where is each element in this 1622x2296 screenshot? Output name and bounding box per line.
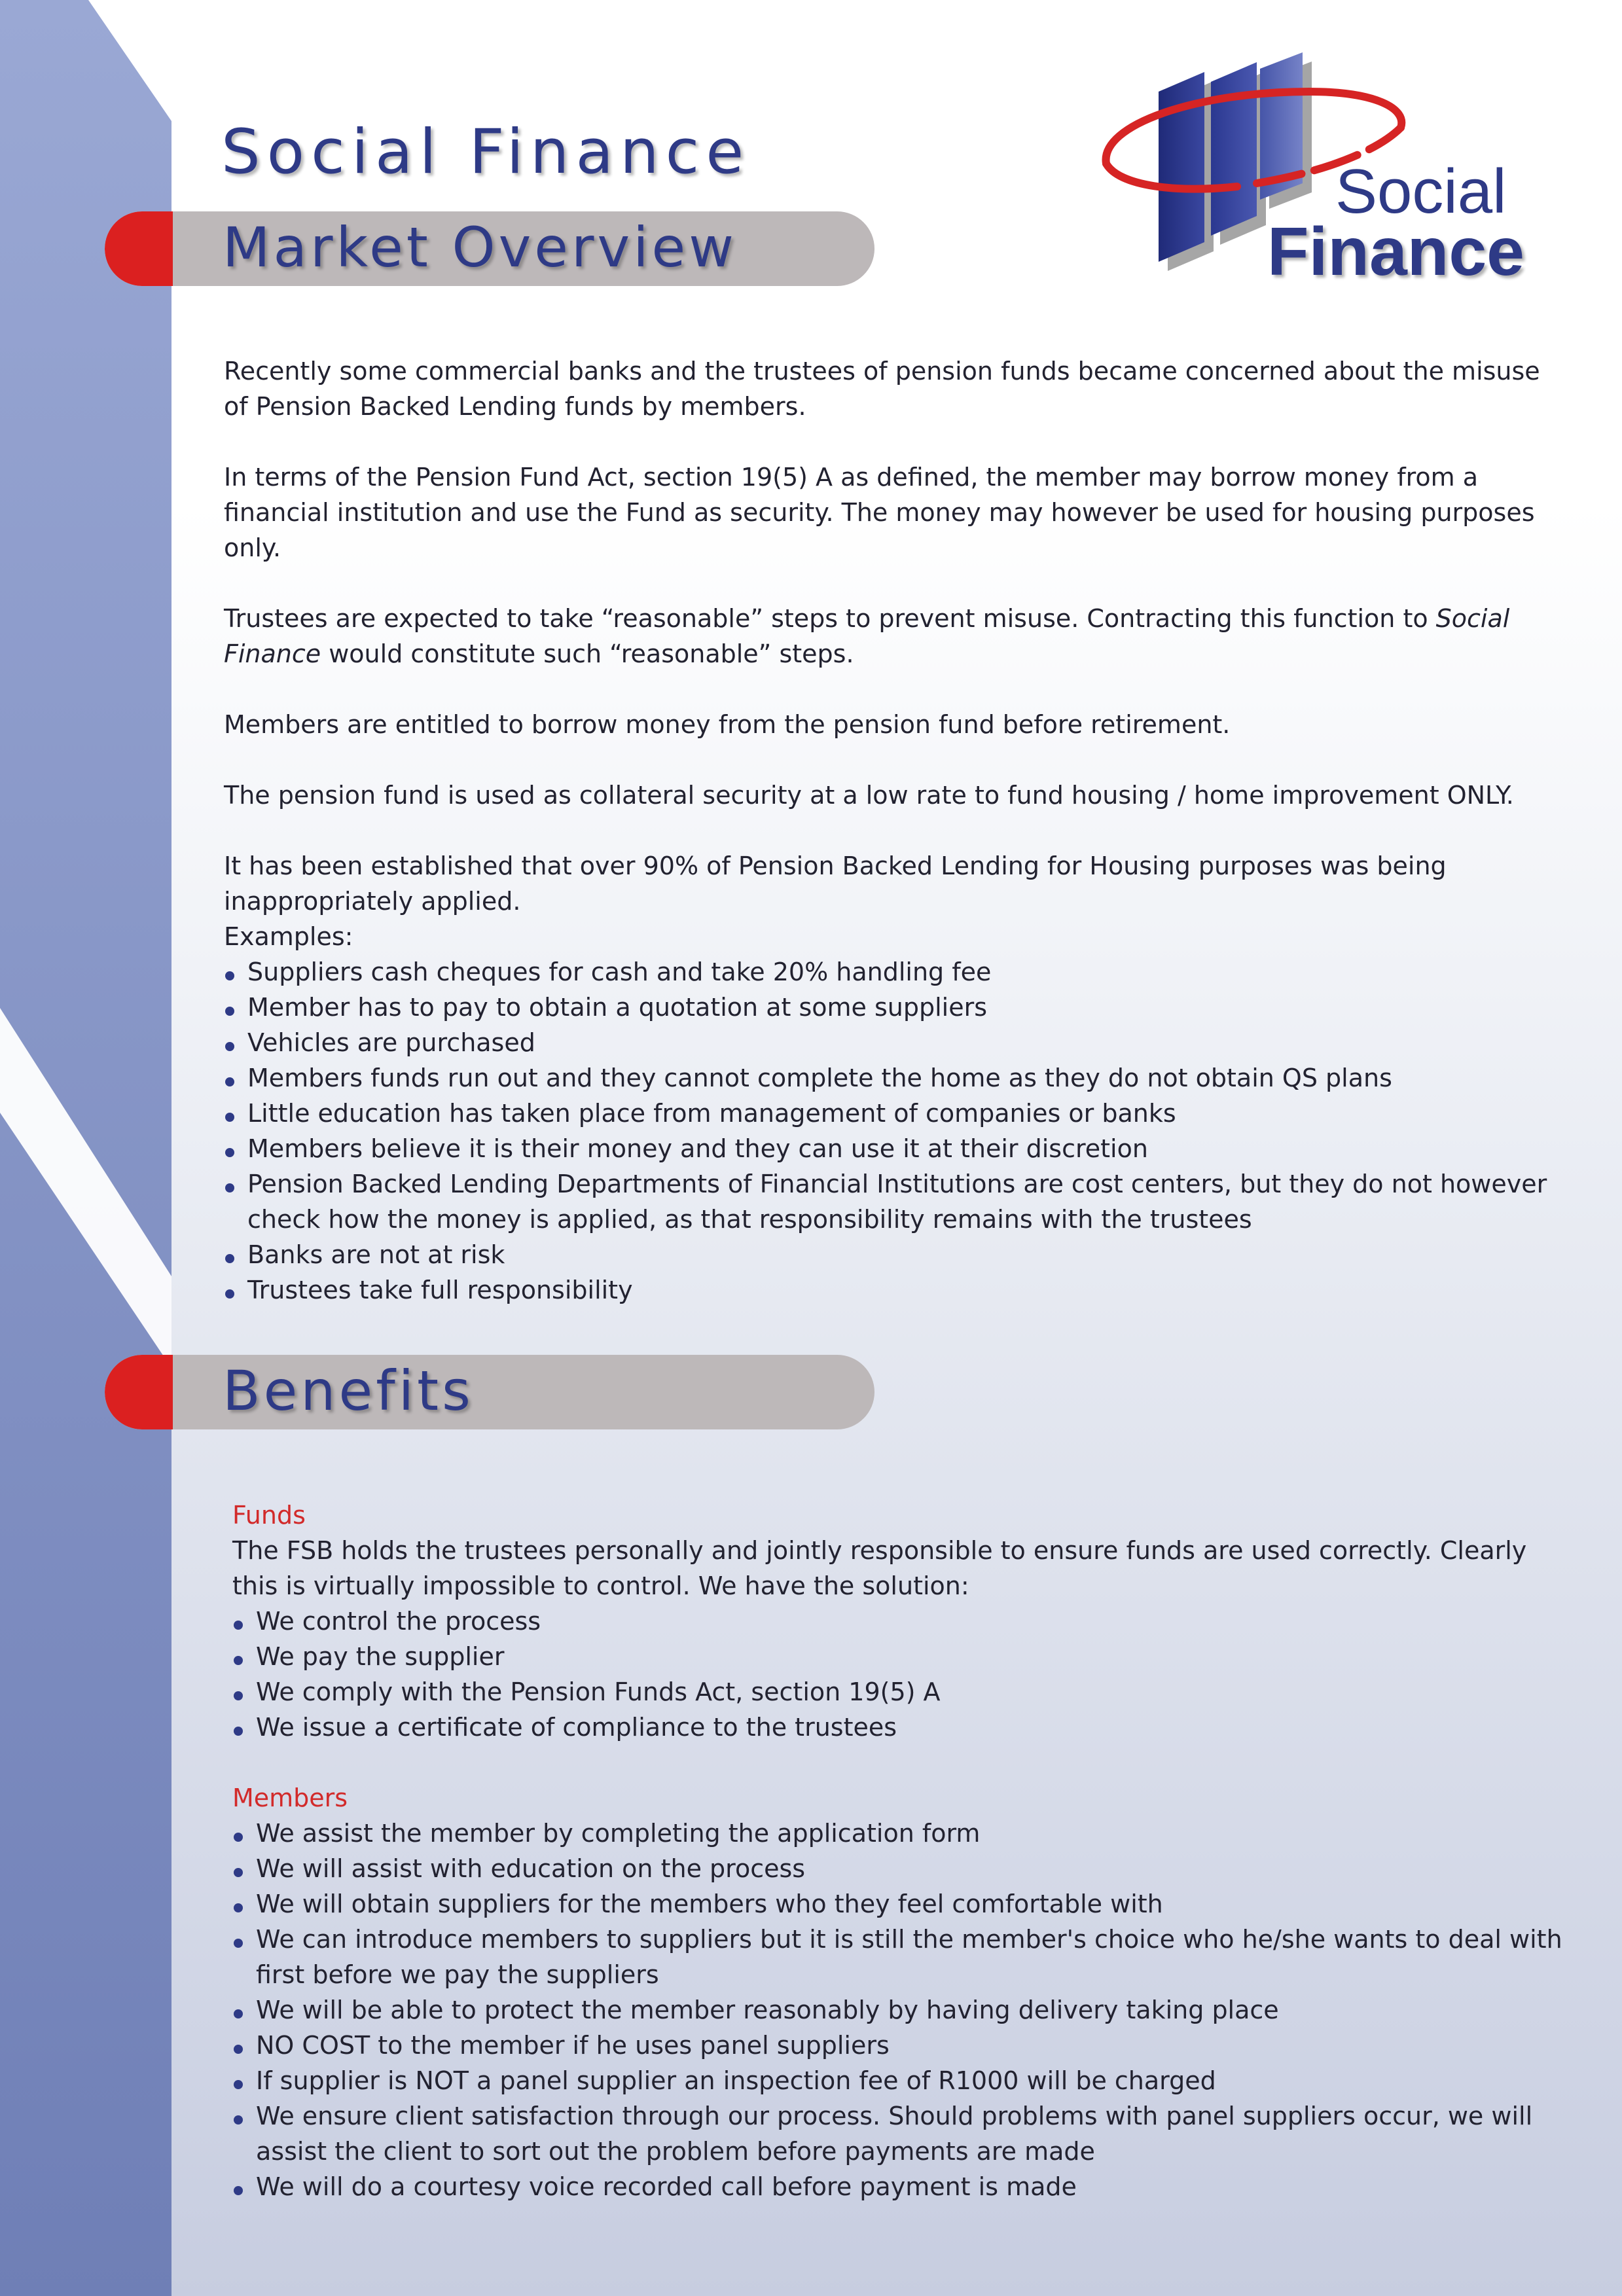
- bullet-icon: [234, 1903, 243, 1912]
- bullet-icon: [234, 1833, 243, 1842]
- banner-red-cap: [105, 211, 173, 286]
- list-item: We ensure client satisfaction through our process. Should problems with panel suppliers occur, we will assist the client to sort out the problem before payments are made: [232, 2098, 1568, 2169]
- list-item: Trustees take full responsibility: [224, 1272, 1559, 1308]
- market-overview-banner: [105, 211, 874, 286]
- list-item: We will be able to protect the member reasonably by having delivery taking place: [232, 1992, 1568, 2028]
- list-item: Members funds run out and they cannot complete the home as they do not obtain QS plans: [224, 1060, 1559, 1096]
- bullet-icon: [234, 1727, 243, 1736]
- list-item: We comply with the Pension Funds Act, section 19(5) A: [232, 1674, 1568, 1710]
- bullet-icon: [234, 1939, 243, 1948]
- paragraph: In terms of the Pension Fund Act, section 19(5) A as defined, the member may borrow money from a financial institution and use the Fund as security. The money may however be used for housing purposes only.: [224, 463, 1535, 562]
- list-item: We assist the member by completing the application form: [232, 1816, 1568, 1851]
- bullet-icon: [225, 1113, 234, 1122]
- bullet-icon: [234, 2009, 243, 2018]
- list-item: Vehicles are purchased: [224, 1025, 1559, 1060]
- benefits-content: [232, 1498, 1568, 2204]
- members-heading: Members: [232, 1784, 348, 1812]
- funds-list: [232, 1604, 1568, 1745]
- banner-red-cap: [105, 1355, 173, 1429]
- bullet-icon: [225, 971, 234, 980]
- list-item: Little education has taken place from management of companies or banks: [224, 1096, 1559, 1131]
- bullet-icon: [234, 2186, 243, 2195]
- examples-label: Examples:: [224, 922, 353, 951]
- list-item: Members believe it is their money and they can use it at their discretion: [224, 1131, 1559, 1166]
- bullet-icon: [234, 2045, 243, 2054]
- bullet-icon: [234, 1656, 243, 1665]
- list-item: Banks are not at risk: [224, 1237, 1559, 1272]
- bullet-icon: [234, 2115, 243, 2125]
- bullet-icon: [225, 1042, 234, 1051]
- examples-list: [224, 954, 1559, 1308]
- paragraph: Trustees are expected to take “reasonable” steps to prevent misuse. Contracting this function to Social Finance would constitute such “reasonable” steps.: [224, 604, 1510, 668]
- list-item: We will obtain suppliers for the members who they feel comfortable with: [232, 1886, 1568, 1922]
- paragraph: It has been established that over 90% of Pension Backed Lending for Housing purposes was being inappropriately applied.: [224, 852, 1447, 916]
- bullet-icon: [234, 2080, 243, 2089]
- bullet-icon: [225, 1183, 234, 1193]
- paragraph: Recently some commercial banks and the trustees of pension funds became concerned about the misuse of Pension Backed Lending funds by members.: [224, 357, 1540, 421]
- bullet-icon: [234, 1691, 243, 1700]
- list-item: We will assist with education on the process: [232, 1851, 1568, 1886]
- list-item: NO COST to the member if he uses panel suppliers: [232, 2028, 1568, 2063]
- list-item: Member has to pay to obtain a quotation at some suppliers: [224, 990, 1559, 1025]
- list-item: We can introduce members to suppliers but it is still the member's choice who he/she wants to deal with first before we pay the suppliers: [232, 1922, 1568, 1992]
- market-overview-title: Market Overview: [223, 215, 737, 279]
- list-item: Suppliers cash cheques for cash and take 20% handling fee: [224, 954, 1559, 990]
- members-list: [232, 1816, 1568, 2204]
- brand-title: Social Finance: [221, 117, 751, 188]
- list-item: We pay the supplier: [232, 1639, 1568, 1674]
- paragraph: The FSB holds the trustees personally and jointly responsible to ensure funds are used correctly. Clearly this is virtually impossible to control. We have the solution:: [232, 1536, 1527, 1600]
- bullet-icon: [225, 1148, 234, 1157]
- bullet-icon: [225, 1077, 234, 1086]
- list-item: We control the process: [232, 1604, 1568, 1639]
- bullet-icon: [225, 1289, 234, 1299]
- list-item: If supplier is NOT a panel supplier an inspection fee of R1000 will be charged: [232, 2063, 1568, 2098]
- market-overview-content: [224, 353, 1559, 1308]
- paragraph: The pension fund is used as collateral security at a low rate to fund housing / home improvement ONLY.: [224, 781, 1514, 810]
- logo-text-finance: Finance: [1267, 214, 1524, 290]
- emphasis-social-finance: Social Finance: [224, 604, 1510, 668]
- benefits-title: Benefits: [223, 1359, 474, 1423]
- list-item: We issue a certificate of compliance to the trustees: [232, 1710, 1568, 1745]
- benefits-banner: [105, 1355, 874, 1429]
- logo-text-social: Social: [1335, 156, 1507, 226]
- list-item: Pension Backed Lending Departments of Financial Institutions are cost centers, but they do not however check how the money is applied, as that responsibility remains with the trustees: [224, 1166, 1559, 1237]
- paragraph: Members are entitled to borrow money from the pension fund before retirement.: [224, 710, 1231, 739]
- funds-heading: Funds: [232, 1501, 306, 1530]
- list-item: We will do a courtesy voice recorded call before payment is made: [232, 2169, 1568, 2204]
- bullet-icon: [234, 1868, 243, 1877]
- bullet-icon: [234, 1621, 243, 1630]
- bullet-icon: [225, 1254, 234, 1263]
- bullet-icon: [225, 1007, 234, 1016]
